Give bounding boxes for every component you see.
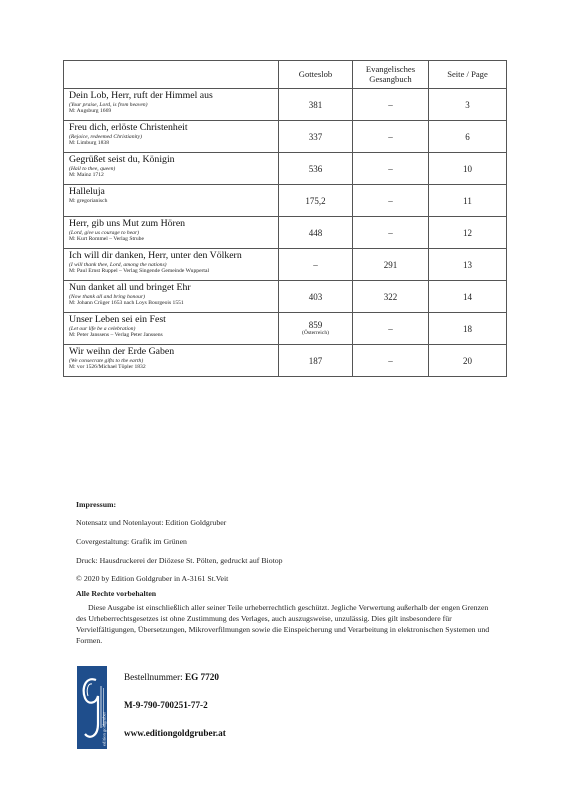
hymn-cell <box>64 121 279 153</box>
gotteslob-number: 859 <box>308 320 323 331</box>
hymn-title: Freu dich, erlöste Christenheit <box>69 122 188 133</box>
hymn-credit: M: Peter Janssens – Verlag Peter Janssens <box>69 332 163 339</box>
druck-line: Druck: Hausdruckerei der Diözese St. Pölten, gedruckt auf Biotop <box>76 556 283 565</box>
table-row <box>64 217 507 249</box>
gotteslob-cell <box>279 217 353 249</box>
gotteslob-number: 381 <box>308 99 323 110</box>
header-gotteslob: Gotteslob <box>279 61 353 89</box>
eg-number: – <box>353 153 429 185</box>
hymn-translation: (Let our life be a celebration) <box>69 325 136 332</box>
table-row <box>64 249 507 281</box>
hymn-cell <box>64 345 279 377</box>
cover-line: Covergestaltung: Grafik im Grünen <box>76 537 187 546</box>
header-eg <box>353 61 429 89</box>
copyright-notice: Diese Ausgabe ist einschließlich aller seiner Teile urheberrechtlich geschützt. Jegliche Verwertung außerhalb der engen Grenzen des Urheberrechtsgesetzes ist ohne Zustimmung des Verlages, auch auszugsweise, unzulässig. Dies gilt insbesondere für Vervielfältigungen, Übersetzungen, Mikroverfilmungen sowie die Einspeicherung und Verarbeitung in elektronischen Systemen und Formen. <box>76 603 490 645</box>
gotteslob-number: 536 <box>308 163 323 174</box>
eg-number: 322 <box>353 281 429 313</box>
hymn-cell <box>64 217 279 249</box>
publisher-website[interactable]: www.editiongoldgruber.at <box>124 728 226 738</box>
eg-number: – <box>353 345 429 377</box>
hymn-title: Herr, gib uns Mut zum Hören <box>69 218 186 229</box>
hymn-title: Unser Leben sei ein Fest <box>69 314 166 325</box>
page-number: 11 <box>429 185 507 217</box>
gotteslob-number: – <box>313 259 318 270</box>
page-number: 20 <box>429 345 507 377</box>
table-header-row <box>64 61 507 89</box>
hymn-table-body <box>64 89 507 377</box>
gotteslob-number: 187 <box>308 355 323 366</box>
hymn-translation: (Now thank all and bring honour) <box>69 293 145 300</box>
hymn-cell <box>64 249 279 281</box>
page-number: 12 <box>429 217 507 249</box>
table-row <box>64 313 507 345</box>
page-number: 13 <box>429 249 507 281</box>
table-row <box>64 153 507 185</box>
gotteslob-note: (Österreich) <box>301 330 330 337</box>
hymn-title: Wir weihn der Erde Gaben <box>69 346 175 357</box>
hymn-cell <box>64 153 279 185</box>
gotteslob-cell <box>279 121 353 153</box>
page-number: 14 <box>429 281 507 313</box>
eg-number: – <box>353 89 429 121</box>
ismn: M-9-790-700251-77-2 <box>124 700 208 710</box>
gotteslob-cell <box>279 313 353 345</box>
gotteslob-number: 448 <box>308 227 323 238</box>
hymn-cell <box>64 313 279 345</box>
header-page: Seite / Page <box>429 61 507 89</box>
table-row <box>64 185 507 217</box>
page-number: 18 <box>429 313 507 345</box>
hymn-translation: (Your praise, Lord, is from heaven) <box>69 101 148 108</box>
hymn-credit: M: vor 1526/Michael Töpler 1832 <box>69 364 146 371</box>
hymn-credit: M: Limburg 1838 <box>69 140 109 147</box>
order-number-label: Bestellnummer: <box>124 672 185 682</box>
header-title <box>64 61 279 89</box>
gotteslob-number: 175,2 <box>305 195 326 206</box>
eg-number: 291 <box>353 249 429 281</box>
eg-number: – <box>353 121 429 153</box>
hymn-table <box>63 60 507 377</box>
hymn-title: Halleluja <box>69 186 105 197</box>
gotteslob-number: 403 <box>308 291 323 302</box>
hymn-translation: (Lord, give us courage to hear) <box>69 229 140 236</box>
notensatz-line: Notensatz und Notenlayout: Edition Goldgruber <box>76 518 227 527</box>
header-eg-line2: Gesangbuch <box>369 73 412 84</box>
hymn-credit: M: Paul Ernst Ruppel – Verlag Singende Gemeinde Wuppertal <box>69 268 210 275</box>
eg-number: – <box>353 313 429 345</box>
order-number-line <box>124 672 219 682</box>
page-number: 10 <box>429 153 507 185</box>
gotteslob-cell <box>279 153 353 185</box>
table-row <box>64 345 507 377</box>
header-eg-line1: Evangelisches <box>365 64 416 74</box>
gotteslob-cell <box>279 89 353 121</box>
gotteslob-cell <box>279 185 353 217</box>
impressum-heading: Impressum: <box>76 500 117 509</box>
table-row <box>64 281 507 313</box>
hymn-credit: M: Johann Crüger 1653 nach Loys Bourgeois 1551 <box>69 300 184 307</box>
order-number: EG 7720 <box>184 672 219 682</box>
table-row <box>64 121 507 153</box>
table-row <box>64 89 507 121</box>
logo-text: edition goldgruber <box>101 711 107 746</box>
hymn-title: Gegrüßet seist du, Königin <box>69 154 175 165</box>
gotteslob-number: 337 <box>308 131 323 142</box>
hymn-cell <box>64 185 279 217</box>
hymn-title: Ich will dir danken, Herr, unter den Völkern <box>69 250 242 261</box>
hymn-credit: M: gregorianisch <box>69 197 108 204</box>
hymn-translation: (Rejoice, redeemed Christianity) <box>69 133 142 140</box>
page-number: 6 <box>429 121 507 153</box>
eg-number: – <box>353 185 429 217</box>
rights-line: Alle Rechte vorbehalten <box>76 589 157 598</box>
hymn-translation: (Hail to thee, queen) <box>69 165 116 172</box>
logo-graphic <box>77 666 107 749</box>
hymn-title: Dein Lob, Herr, ruft der Himmel aus <box>69 90 213 101</box>
gotteslob-cell <box>279 281 353 313</box>
hymn-credit: M: Mainz 1712 <box>69 172 104 179</box>
gotteslob-cell <box>279 249 353 281</box>
copyright-line: © 2020 by Edition Goldgruber in A-3161 St.Veit <box>76 574 229 583</box>
hymn-credit: M: Augsburg 1669 <box>69 108 112 115</box>
page-number: 3 <box>429 89 507 121</box>
hymn-cell <box>64 281 279 313</box>
hymn-cell <box>64 89 279 121</box>
hymn-translation: (We consecrate gifts to the earth) <box>69 357 144 364</box>
hymn-credit: M: Kurt Rommel – Verlag Strube <box>69 236 144 243</box>
gotteslob-cell <box>279 345 353 377</box>
eg-number: – <box>353 217 429 249</box>
hymn-translation: (I will thank thee, Lord, among the nations) <box>69 261 167 268</box>
hymn-title: Nun danket all und bringet Ehr <box>69 282 191 293</box>
publisher-logo <box>77 666 107 749</box>
